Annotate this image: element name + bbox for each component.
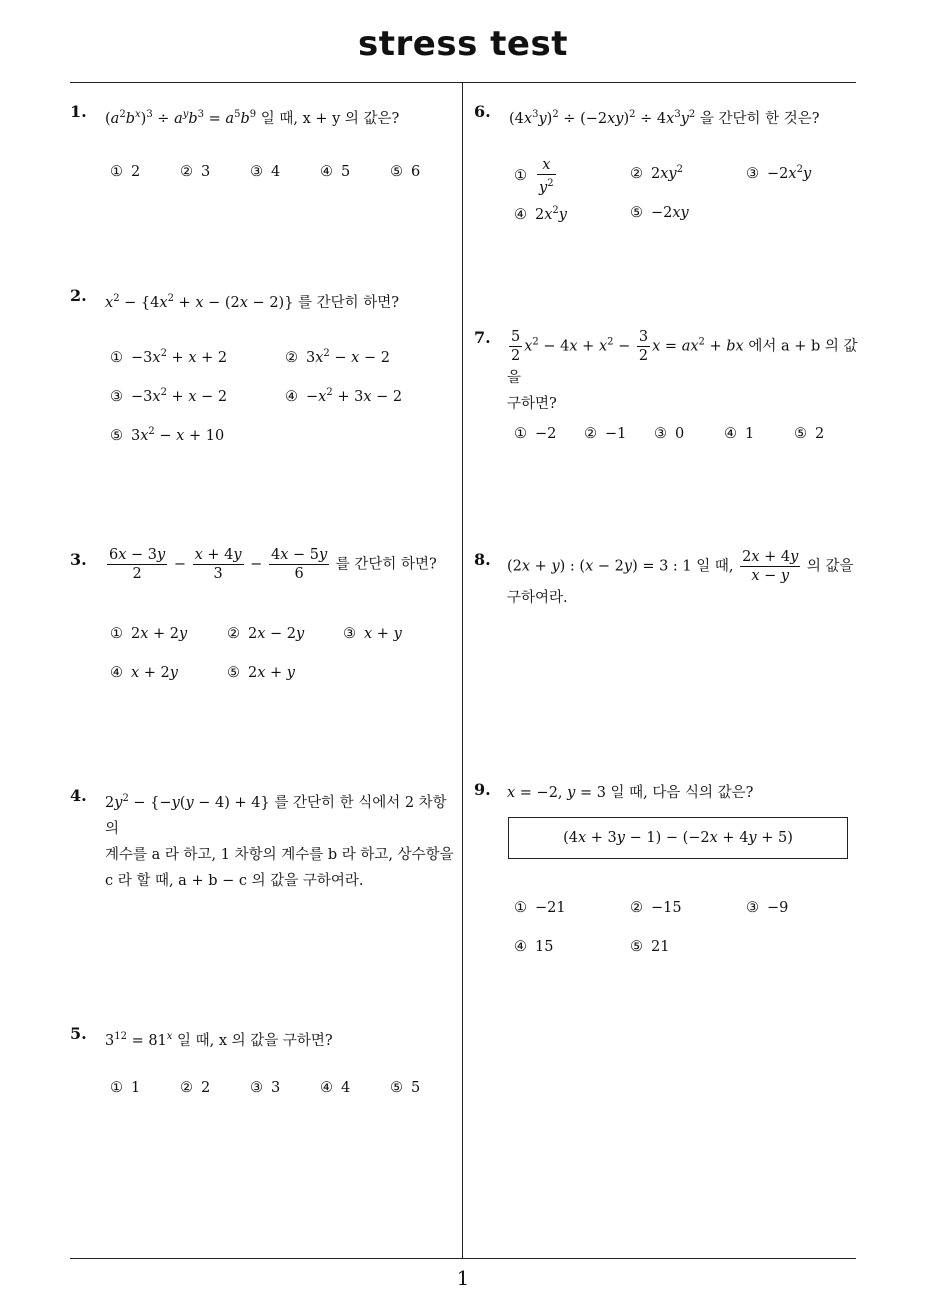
option-1[interactable]: ① 2x + 2y: [110, 626, 188, 642]
fraction: $\frac{x + 4y}{3}$: [194, 547, 242, 582]
question-number: 3.: [70, 550, 87, 569]
option-1[interactable]: ① $-3x^2 + x + 2$: [110, 348, 228, 366]
question-number: 2.: [70, 286, 87, 305]
question-number: 8.: [474, 550, 491, 569]
question-number: 7.: [474, 328, 491, 347]
question-stem: $3^{12} = 81^x$ 일 때, x 의 값을 구하면?: [105, 1031, 333, 1049]
question-stem: $x^2 - \{4x^2 + x - (2x - 2)\}$ 를 간단히 하면?: [105, 293, 400, 311]
option-1[interactable]: ① $\frac{x}{y^2}$: [514, 157, 554, 196]
fraction: $\frac{6x - 3y}{2}$: [109, 547, 166, 582]
option-5[interactable]: ⑤ −2xy: [630, 205, 689, 221]
question-7: [474, 328, 864, 448]
option-2[interactable]: ② $2xy^2$: [630, 164, 683, 182]
option-3[interactable]: ③ $-3x^2 + x - 2$: [110, 387, 228, 405]
option-3[interactable]: ③ −9: [746, 900, 789, 916]
question-stem: $2y^2 - \{-y(y - 4) + 4\}$ 를 간단히 한 식에서 2 차항의 계수를 a 라 하고, 1 차항의 계수를 b 라 하고, 상수항을 c 라 할 때, a + b − c 의 값을 구하여라.: [105, 793, 454, 889]
option-3[interactable]: ③ 4: [250, 164, 281, 180]
question-6: [474, 102, 859, 232]
question-number: 4.: [70, 786, 87, 805]
option-2[interactable]: ② 2: [180, 1080, 211, 1096]
option-2[interactable]: ② 3: [180, 164, 211, 180]
question-4: [70, 786, 460, 889]
option-3[interactable]: ③ 0: [654, 426, 685, 442]
fraction: $\frac{4x - 5y}{6}$: [270, 547, 328, 582]
question-stem: $(4x^3y)^2 \div (-2xy)^2 \div 4x^3y^2$ 을 간단히 한 것은?: [509, 109, 820, 127]
question-8: [474, 550, 864, 620]
question-stem: $\frac{5}{2}$ $x^2 - 4x + x^2$ − $\frac{3}{2}$ $x = ax^2$ + bx 에서 a + b 의 값을 구하면?: [507, 329, 858, 412]
option-1[interactable]: ① −21: [514, 900, 566, 916]
question-stem: $\frac{6x - 3y}{2}$ − $\frac{x + 4y}{3}$ − $\frac{4x - 5y}{6}$ 를 간단히 하면?: [109, 547, 437, 582]
option-3[interactable]: ③ $-2x^2y$: [746, 164, 812, 182]
page-number: 1: [456, 1266, 470, 1290]
question-number: 1.: [70, 102, 87, 121]
footer-rule: [70, 1258, 856, 1259]
option-2[interactable]: ② 2x − 2y: [227, 626, 305, 642]
stem-text: 일 때, x + y 의 값은?: [256, 110, 400, 127]
option-4[interactable]: ④ x + 2y: [110, 665, 178, 681]
option-4[interactable]: ④ 5: [320, 164, 351, 180]
question-stem: (2x + y) : (x − 2y) = 3 : 1 일 때, $\frac{2x + 4y}{x - y}$ 의 값을 구하여라.: [507, 549, 854, 606]
option-4[interactable]: ④ 15: [514, 939, 554, 955]
option-5[interactable]: ⑤ 2: [794, 426, 825, 442]
question-2: [70, 286, 450, 456]
option-3[interactable]: ③ 3: [250, 1080, 281, 1096]
expression-box: (4x + 3y − 1) − (−2x + 4y + 5): [508, 817, 848, 859]
option-1[interactable]: ① −2: [514, 426, 557, 442]
question-number: 6.: [474, 102, 491, 121]
option-4[interactable]: ④ 4: [320, 1080, 351, 1096]
option-2[interactable]: ② −15: [630, 900, 682, 916]
option-5[interactable]: ⑤ 6: [390, 164, 421, 180]
question-1: [70, 102, 450, 192]
option-4[interactable]: ④ $-x^2 + 3x - 2$: [285, 387, 403, 405]
question-stem: x = −2, y = 3 일 때, 다음 식의 값은?: [507, 785, 754, 801]
option-4[interactable]: ④ $2x^2y$: [514, 205, 567, 223]
option-5[interactable]: ⑤ 2x + y: [227, 665, 295, 681]
question-3: [70, 547, 450, 690]
question-5: [70, 1024, 450, 1114]
option-2[interactable]: ② −1: [584, 426, 627, 442]
option-4[interactable]: ④ 1: [724, 426, 755, 442]
question-stem: $(a^2b^x)^3 \div a^yb^3 = a^5b^9$ 일 때, x + y 의 값은?: [105, 109, 400, 127]
question-9: [474, 780, 864, 960]
question-number: 9.: [474, 780, 491, 799]
option-1[interactable]: ① 2: [110, 164, 141, 180]
option-3[interactable]: ③ x + y: [343, 626, 402, 642]
column-divider: [462, 83, 463, 1258]
header-rule: [70, 82, 856, 83]
option-5[interactable]: ⑤ 5: [390, 1080, 421, 1096]
option-2[interactable]: ② $3x^2 - x - 2$: [285, 348, 390, 366]
option-5[interactable]: ⑤ $3x^2 - x + 10$: [110, 426, 225, 444]
question-number: 5.: [70, 1024, 87, 1043]
option-5[interactable]: ⑤ 21: [630, 939, 670, 955]
page-title: stress test: [358, 24, 568, 64]
option-1[interactable]: ① 1: [110, 1080, 141, 1096]
